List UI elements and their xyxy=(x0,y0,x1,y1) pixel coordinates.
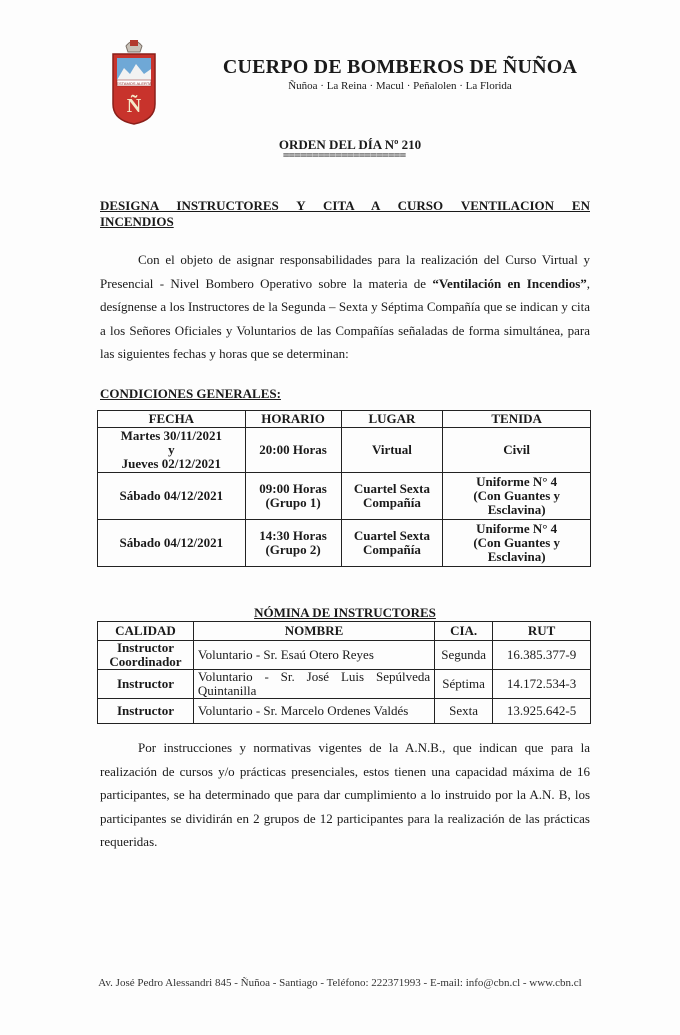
cell-rut: 14.172.534-3 xyxy=(493,670,591,699)
cell-line: (Con Guantes y xyxy=(473,535,561,550)
cell-fecha xyxy=(98,473,246,520)
general-conditions-table xyxy=(97,410,591,567)
order-title: ORDEN DEL DÍA Nº 210 xyxy=(278,137,422,152)
cell-line: 20:00 Horas xyxy=(259,442,327,457)
cell-tenida xyxy=(443,428,591,473)
cell-line: Coordinador xyxy=(109,654,182,669)
cell-line: Uniforme N° 4 xyxy=(476,521,558,536)
cell-line: Quintanilla xyxy=(197,683,257,698)
cell-line: 09:00 Horas xyxy=(259,481,327,496)
column-header-fecha: FECHA xyxy=(98,411,246,428)
cell-rut: 16.385.377-9 xyxy=(493,641,591,670)
instructors-list-title: NÓMINA DE INSTRUCTORES xyxy=(254,605,436,620)
cell-line: Voluntario - Sr. José Luis Sepúlveda xyxy=(197,669,431,684)
table-header-row xyxy=(98,622,591,641)
intro-paragraph xyxy=(100,248,590,366)
document-subject: DESIGNA INSTRUCTORES Y CITA A CURSO VENTILACION EN INCENDIOS xyxy=(100,198,590,229)
cell-line: Martes 30/11/2021 xyxy=(120,428,223,443)
column-header-tenida: TENIDA xyxy=(443,411,591,428)
column-header-rut: RUT xyxy=(493,622,591,641)
cell-line: Sábado 04/12/2021 xyxy=(119,535,224,550)
cell-line: Instructor xyxy=(116,676,174,691)
cell-line: Jueves 02/12/2021 xyxy=(121,456,221,471)
column-header-horario: HORARIO xyxy=(245,411,341,428)
organization-title: CUERPO DE BOMBEROS DE ÑUÑOA xyxy=(222,56,578,78)
cell-line: Voluntario - Sr. Esaú Otero Reyes xyxy=(197,647,374,662)
table-row xyxy=(98,699,591,724)
cell-line: Cuartel Sexta xyxy=(353,528,431,543)
cell-lugar xyxy=(341,428,443,473)
closing-paragraph: Por instrucciones y normativas vigentes de la A.N.B., que indican que para la realización de cursos y/o prácticas presenciales, estos tienen una capacidad máxima de 16 participantes, se ha determinado que para dar cumplimiento a lo instruido por la A.N. B, los participantes se dividirán en 2 grupos de 12 participantes para la realización de las prácticas requeridas. xyxy=(100,740,590,849)
table-row xyxy=(98,428,591,473)
cell-line: Compañía xyxy=(363,495,421,510)
cell-line: y xyxy=(168,442,175,457)
order-title-rule: ===================== xyxy=(282,148,406,162)
table-row xyxy=(98,520,591,567)
cell-horario xyxy=(245,520,341,567)
column-header-lugar: LUGAR xyxy=(341,411,443,428)
cell-tenida xyxy=(443,473,591,520)
cell-horario xyxy=(245,428,341,473)
cell-line: Voluntario - Sr. Marcelo Ordenes Valdés xyxy=(197,703,409,718)
cell-cia: Sexta xyxy=(435,699,493,724)
cell-line: Sábado 04/12/2021 xyxy=(119,488,224,503)
cell-cia: Séptima xyxy=(435,670,493,699)
cell-lugar xyxy=(341,473,443,520)
crest-motto: ESTAMOS ALERTA xyxy=(116,81,152,86)
cell-line: Esclavina) xyxy=(487,502,546,517)
cell-rut: 13.925.642-5 xyxy=(493,699,591,724)
organization-communes: Ñuñoa · La Reina · Macul · Peñalolen · La Florida xyxy=(288,80,512,92)
cell-line: Instructor xyxy=(116,703,174,718)
course-name-highlight: “Ventilación en Incendios” xyxy=(432,275,587,291)
fire-department-crest-logo xyxy=(110,36,158,126)
cell-line: Civil xyxy=(503,442,531,457)
cell-nombre xyxy=(193,699,434,724)
column-header-nombre: NOMBRE xyxy=(193,622,434,641)
intro-text-before: Con el objeto de asignar responsabilidades para la realización del Curso Virtual y Presencial - Nivel Bombero Operativo sobre la materia de xyxy=(100,252,590,291)
instructors-table xyxy=(97,621,591,724)
cell-line: Compañía xyxy=(363,542,421,557)
cell-line: Virtual xyxy=(371,442,412,457)
intro-text-after: , desígnense a los Instructores de la Segunda – Sexta y Séptima Compañía que se indican y cita a los Señores Oficiales y Voluntarios de las Compañías señaladas de forma simultánea, para las siguientes fechas y horas que se determinan: xyxy=(100,275,590,361)
general-conditions-title: CONDICIONES GENERALES: xyxy=(100,386,281,401)
table-row xyxy=(98,641,591,670)
table-row xyxy=(98,670,591,699)
table-header-row xyxy=(98,411,591,428)
crest-letter: Ñ xyxy=(126,95,142,117)
cell-fecha xyxy=(98,428,246,473)
cell-line: (Grupo 2) xyxy=(265,542,321,557)
cell-line: 14:30 Horas xyxy=(259,528,327,543)
cell-lugar xyxy=(341,520,443,567)
cell-line: (Con Guantes y xyxy=(473,488,561,503)
table-row xyxy=(98,473,591,520)
cell-line: Instructor xyxy=(116,640,174,655)
cell-cia: Segunda xyxy=(435,641,493,670)
cell-nombre xyxy=(193,641,434,670)
cell-line: (Grupo 1) xyxy=(265,495,321,510)
cell-calidad xyxy=(98,699,194,724)
cell-tenida xyxy=(443,520,591,567)
cell-calidad xyxy=(98,641,194,670)
cell-line: Cuartel Sexta xyxy=(353,481,431,496)
column-header-calidad: CALIDAD xyxy=(98,622,194,641)
cell-calidad xyxy=(98,670,194,699)
cell-line: Uniforme N° 4 xyxy=(476,474,558,489)
cell-nombre xyxy=(193,670,434,699)
cell-line: Esclavina) xyxy=(487,549,546,564)
cell-fecha xyxy=(98,520,246,567)
column-header-cia: CIA. xyxy=(435,622,493,641)
footer-contact-info: Av. José Pedro Alessandri 845 - Ñuñoa - Santiago - Teléfono: 222371993 - E-mail: info@cbn.cl - www.cbn.cl xyxy=(98,977,582,989)
cell-horario xyxy=(245,473,341,520)
